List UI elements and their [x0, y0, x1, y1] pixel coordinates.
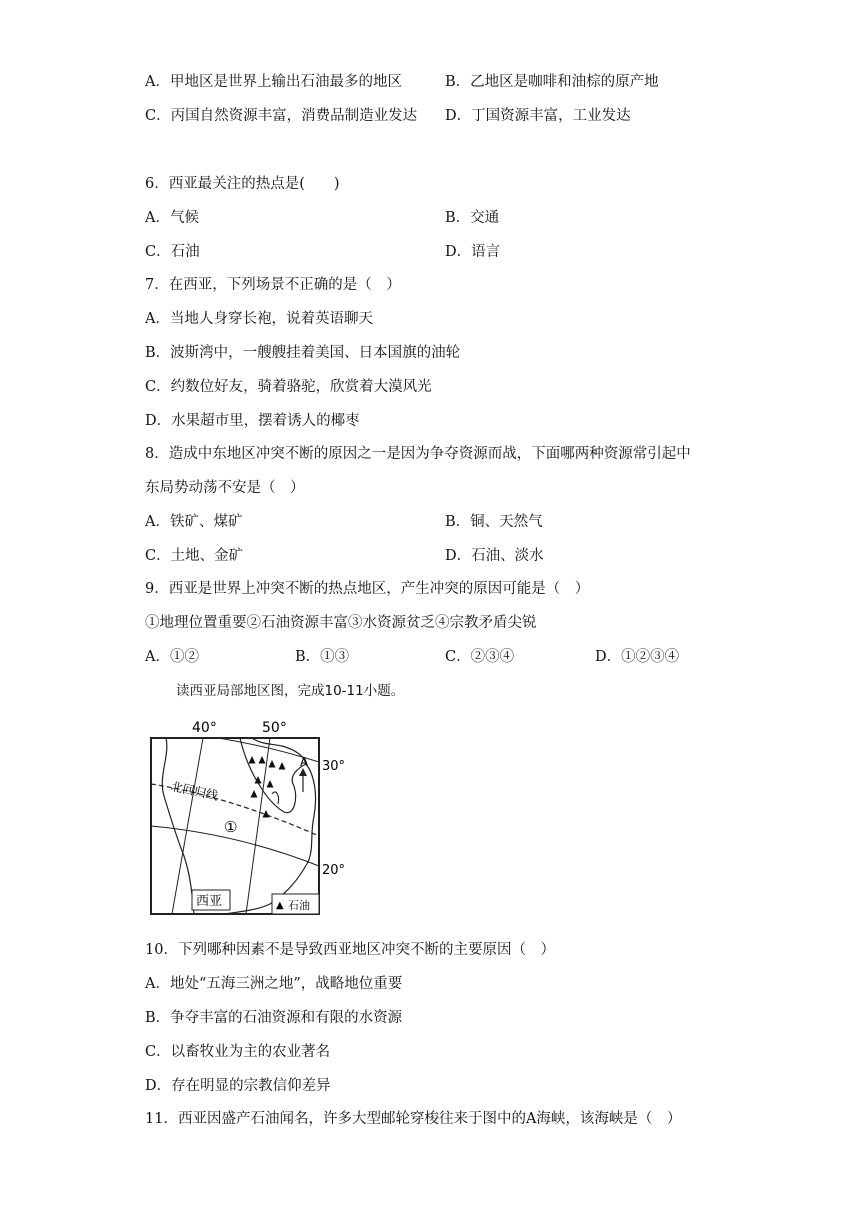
legend-symbol: ▲	[276, 900, 284, 911]
oil-symbol	[279, 762, 286, 770]
q10-option-d: D．存在明显的宗教信仰差异	[145, 1078, 331, 1094]
q7-option-c: C．约数位好友，骑着骆驼，欣赏着大漠风光	[145, 379, 432, 395]
oil-symbols	[249, 756, 286, 818]
q11-stem: 11．西亚因盛产石油闻名，许多大型邮轮穿梭往来于图中的A海峡，该海峡是（ ）	[145, 1111, 682, 1127]
west-asia-map	[148, 716, 358, 916]
lat-20-label: 20°	[322, 863, 346, 878]
q9-option-c: C．②③④	[445, 649, 515, 665]
q6-option-a: A．气候	[145, 210, 199, 226]
red-sea-coast	[162, 738, 194, 914]
q5-option-b: B．乙地区是咖啡和油棕的原产地	[445, 74, 659, 90]
q9-option-d: D．①②③④	[595, 649, 680, 665]
q6-stem: 6．西亚最关注的热点是( )	[145, 176, 340, 192]
q10-stem: 10．下列哪种因素不是导致西亚地区冲突不断的主要原因（ ）	[145, 942, 555, 958]
q7-option-a: A．当地人身穿长袍，说着英语聊天	[145, 311, 373, 327]
q10-option-a: A．地处“五海三洲之地”，战略地位重要	[145, 976, 403, 992]
q9-stem: 9．西亚是世界上冲突不断的热点地区，产生冲突的原因可能是（ ）	[145, 581, 590, 597]
q9-statements: ①地理位置重要②石油资源丰富③水资源贫乏④宗教矛盾尖锐	[145, 615, 537, 631]
q6-option-d: D．语言	[445, 244, 501, 260]
qatar-coast	[272, 792, 279, 804]
q10-option-c: C．以畜牧业为主的农业著名	[145, 1044, 331, 1060]
oil-symbol	[259, 756, 266, 764]
meridian-40	[172, 738, 203, 914]
q7-option-d: D．水果超市里，摆着诱人的椰枣	[145, 413, 360, 429]
q8-stem-line2: 东局势动荡不安是（ ）	[145, 480, 305, 496]
lon-40-label: 40°	[192, 720, 217, 736]
legend-label: 石油	[288, 899, 310, 912]
q7-stem: 7．在西亚，下列场景不正确的是（ ）	[145, 277, 401, 293]
q5-option-c: C．丙国自然资源丰富，消费品制造业发达	[145, 108, 418, 124]
q8-option-b: B．铜、天然气	[445, 514, 543, 530]
q8-option-d: D．石油、淡水	[445, 548, 544, 564]
q6-option-b: B．交通	[445, 210, 500, 226]
q5-option-d: D．丁国资源丰富，工业发达	[445, 108, 631, 124]
map-intro: 读西亚局部地区图，完成10-11小题。	[176, 683, 405, 699]
region-marker: ①	[224, 818, 238, 836]
strait-label: A	[300, 755, 309, 769]
q6-option-c: C．石油	[145, 244, 200, 260]
meridian-50	[246, 738, 270, 914]
q10-option-b: B．争夺丰富的石油资源和有限的水资源	[145, 1010, 403, 1026]
oil-symbol	[267, 780, 274, 788]
q8-option-a: A．铁矿、煤矿	[145, 514, 243, 530]
lat-30-label: 30°	[322, 759, 346, 774]
q8-stem-line1: 8．造成中东地区冲突不断的原因之一是因为争夺资源而战，下面哪两种资源常引起中	[145, 446, 691, 462]
q7-option-b: B．波斯湾中，一艘艘挂着美国、日本国旗的油轮	[145, 345, 461, 361]
oil-symbol	[269, 760, 276, 768]
q9-option-b: B．①③	[295, 649, 350, 665]
q8-option-c: C．土地、金矿	[145, 548, 244, 564]
region-label: 西亚	[196, 894, 223, 909]
oil-symbol	[251, 790, 258, 798]
tropic-label: 北回归线	[169, 779, 220, 803]
lon-50-label: 50°	[262, 720, 287, 736]
q9-option-a: A．①②	[145, 649, 199, 665]
q5-option-a: A．甲地区是世界上输出石油最多的地区	[145, 74, 402, 90]
oil-symbol	[249, 756, 256, 764]
strait-arrow-head	[299, 768, 307, 776]
